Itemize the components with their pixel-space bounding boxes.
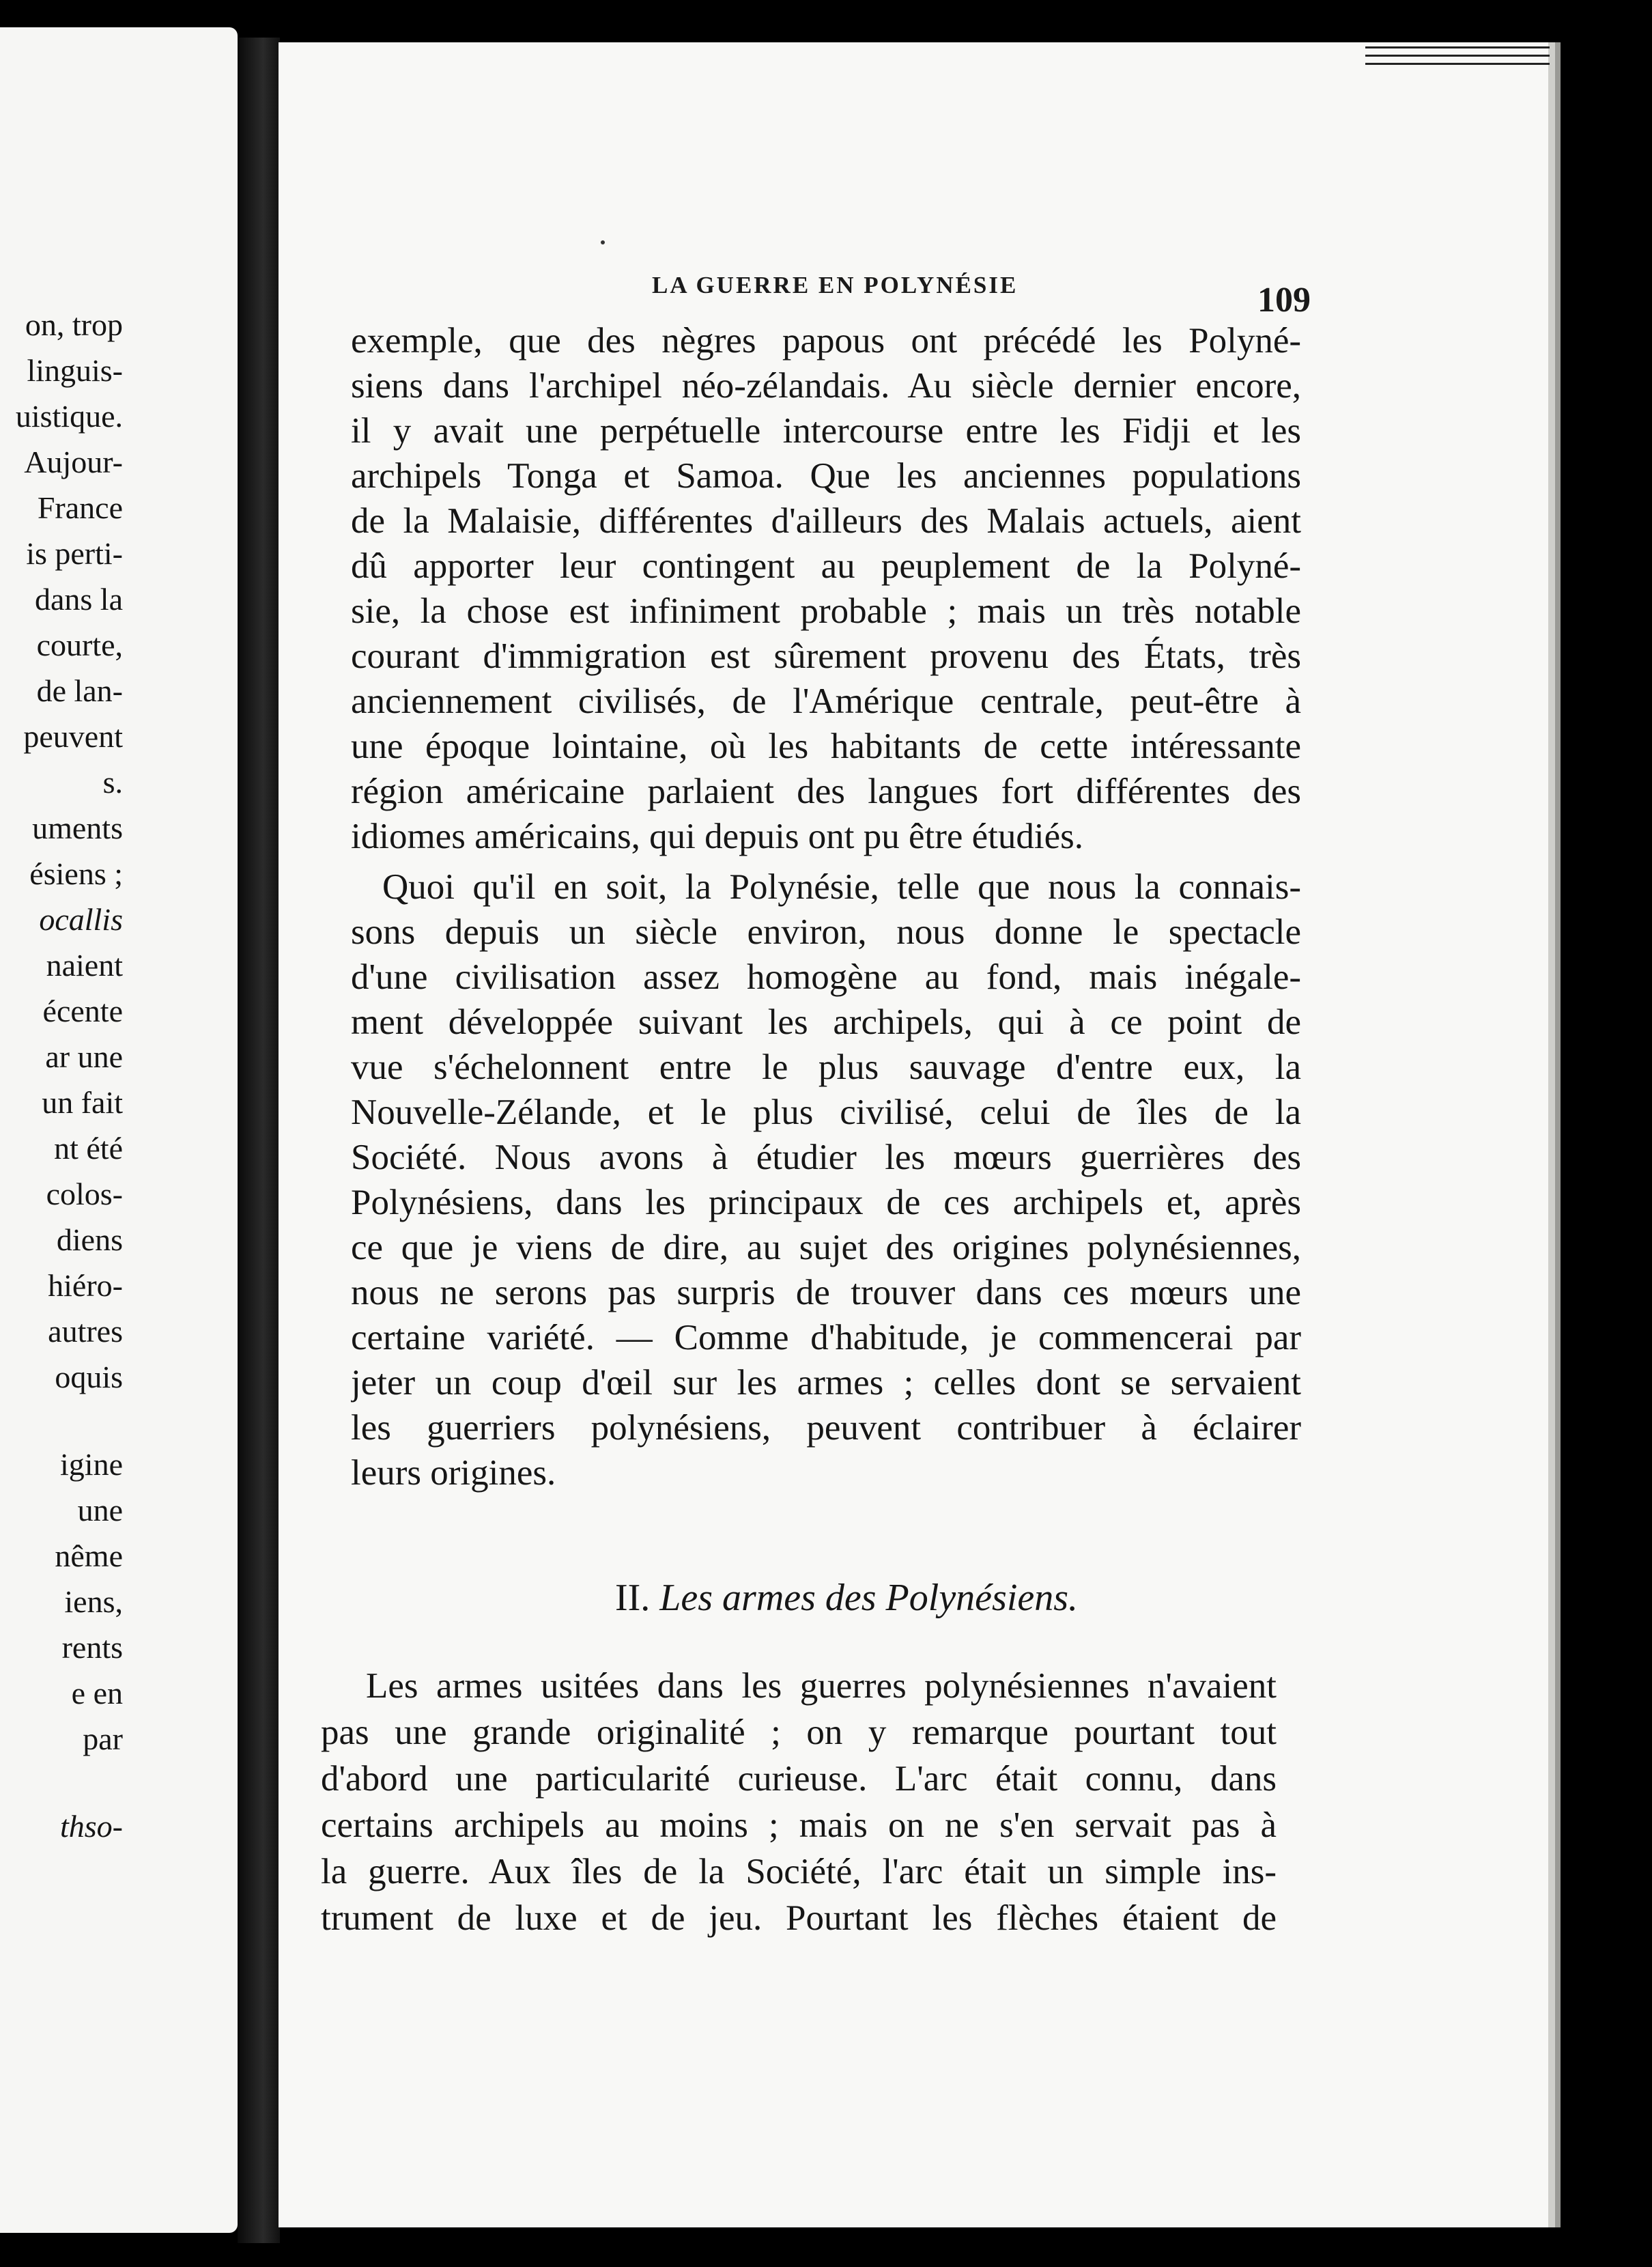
left-page-line: is perti- xyxy=(26,536,123,571)
left-page-line: e en xyxy=(71,1676,123,1710)
text-line: courant d'immigration est sûrement provenu des États, très xyxy=(351,636,1301,676)
left-page-line: un fait xyxy=(42,1085,123,1120)
text-line: Société. Nous avons à étudier les mœurs guerrières des xyxy=(351,1138,1301,1177)
text-line: ce que je viens de dire, au sujet des origines polynésiennes, xyxy=(351,1228,1301,1267)
text-line: les guerriers polynésiens, peuvent contribuer à éclairer xyxy=(351,1408,1301,1448)
left-page-line: de lan- xyxy=(36,673,123,708)
text-line: idiomes américains, qui depuis ont pu être étudiés. xyxy=(351,817,1083,856)
left-page-line: igine xyxy=(60,1447,123,1482)
section-heading xyxy=(0,1576,1652,1620)
text-line: Polynésiens, dans les principaux de ces archipels et, après xyxy=(351,1183,1301,1222)
left-page-line: uistique. xyxy=(15,399,123,434)
left-page-line: thso- xyxy=(60,1809,123,1844)
left-page-line: on, trop xyxy=(25,307,123,342)
ink-speck xyxy=(601,240,605,244)
left-page-line: rents xyxy=(61,1630,123,1665)
left-page-line: ocallis xyxy=(39,902,123,937)
left-page-line: France xyxy=(37,490,123,525)
text-line: Nouvelle-Zélande, et le plus civilisé, celui de îles de la xyxy=(351,1093,1301,1132)
left-page-line: linguis- xyxy=(27,353,123,388)
left-page-line: s. xyxy=(102,765,123,800)
text-line: nous ne serons pas surpris de trouver dans ces mœurs une xyxy=(351,1273,1301,1312)
book-gutter xyxy=(238,38,280,2243)
page-edge-shadow xyxy=(1555,42,1561,2227)
text-line: anciennement civilisés, de l'Amérique centrale, peut-être à xyxy=(351,681,1301,721)
left-page-line: hiéro- xyxy=(48,1268,123,1303)
text-line: Les armes usitées dans les guerres polynésiennes n'avaient xyxy=(366,1666,1277,1706)
text-line: région américaine parlaient des langues fort différentes des xyxy=(351,772,1301,811)
left-page-line: diens xyxy=(56,1222,123,1257)
text-line: certains archipels au moins ; mais on ne s'en servait pas à xyxy=(321,1805,1277,1845)
left-page-line: nt été xyxy=(54,1131,123,1166)
text-line: exemple, que des nègres papous ont précédé les Polyné- xyxy=(351,321,1301,361)
text-line: leurs origines. xyxy=(351,1453,556,1493)
text-line: certaine variété. — Comme d'habitude, je commencerai par xyxy=(351,1318,1301,1357)
text-line: la guerre. Aux îles de la Société, l'arc était un simple ins- xyxy=(321,1852,1277,1891)
text-line: sie, la chose est infiniment probable ; mais un très notable xyxy=(351,591,1301,631)
text-line: sons depuis un siècle environ, nous donne le spectacle xyxy=(351,912,1301,952)
left-page-line: nême xyxy=(55,1538,123,1573)
section-title: Les armes des Polynésiens. xyxy=(659,1577,1079,1619)
left-page-line: peuvent xyxy=(23,719,123,754)
running-head: LA GUERRE EN POLYNÉSIE xyxy=(652,272,1019,298)
text-line: Quoi qu'il en soit, la Polynésie, telle que nous la connais- xyxy=(382,867,1301,907)
text-line: vue s'échelonnent entre le plus sauvage d'entre eux, la xyxy=(351,1047,1301,1087)
text-line: siens dans l'archipel néo-zélandais. Au siècle dernier encore, xyxy=(351,366,1301,406)
text-line: trument de luxe et de jeu. Pourtant les flèches étaient de xyxy=(321,1898,1277,1938)
page-edge xyxy=(1548,42,1555,2227)
text-line: de la Malaisie, différentes d'ailleurs des Malais actuels, aient xyxy=(351,501,1301,541)
page-number: 109 xyxy=(1257,281,1311,320)
left-page-line: dans la xyxy=(34,582,123,617)
left-page-line: par xyxy=(83,1721,123,1756)
left-page-line: oquis xyxy=(55,1360,123,1394)
left-page-line: uments xyxy=(32,811,123,845)
text-line: une époque lointaine, où les habitants de cette intéressante xyxy=(351,727,1301,766)
left-page-line: courte, xyxy=(36,628,123,662)
left-page-line: naient xyxy=(46,948,123,983)
text-line: archipels Tonga et Samoa. Que les anciennes populations xyxy=(351,456,1301,496)
page-top-edge-lines xyxy=(1365,42,1550,70)
left-page-line: Aujour- xyxy=(24,445,123,479)
left-page-line: ésiens ; xyxy=(29,856,123,891)
text-line: d'abord une particularité curieuse. L'arc était connu, dans xyxy=(321,1759,1277,1799)
text-line: d'une civilisation assez homogène au fond, mais inégale- xyxy=(351,957,1301,997)
text-line: ment développée suivant les archipels, qui à ce point de xyxy=(351,1002,1301,1042)
left-page-line: une xyxy=(77,1493,123,1527)
text-line: il y avait une perpétuelle intercourse entre les Fidji et les xyxy=(351,411,1301,451)
left-facing-page xyxy=(0,27,238,2233)
left-page-line: écente xyxy=(42,994,123,1028)
section-number: II. xyxy=(614,1577,651,1619)
text-line: dû apporter leur contingent au peuplement de la Polyné- xyxy=(351,546,1301,586)
text-line: jeter un coup d'œil sur les armes ; celles dont se servaient xyxy=(351,1363,1301,1403)
left-page-line: iens, xyxy=(64,1584,123,1619)
text-line: pas une grande originalité ; on y remarque pourtant tout xyxy=(321,1713,1277,1752)
left-page-line: colos- xyxy=(46,1177,123,1211)
left-page-line: ar une xyxy=(45,1039,123,1074)
left-page-line: autres xyxy=(48,1314,123,1349)
